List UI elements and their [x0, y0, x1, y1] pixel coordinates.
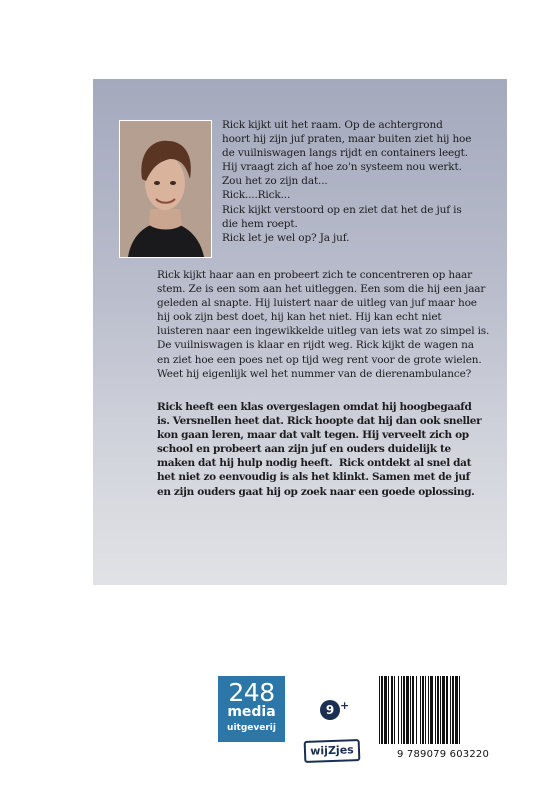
isbn-number: 9 789079 603220 — [396, 749, 490, 760]
excerpt-intro: Rick kijkt uit het raam. Op de achtergrond hoort hij zijn juf praten, maar buiten ziet hij hoe de vuilniswagen langs rijdt en containers leegt. Hij vraagt zich af hoe zo'n systeem nou werkt. Zou het zo zijn dat... Rick....Rick... Rick kijkt verstoord op en ziet dat het de juf is die hem roept. Rick let je wel op? Ja juf. — [222, 119, 472, 244]
barcode-icon — [377, 676, 509, 744]
age-plus: + — [340, 699, 350, 712]
barcode-bar — [420, 676, 421, 744]
book-summary: Rick heeft een klas overgeslagen omdat hij hoogbegaafd is. Versnellen heet dat. Rick hoopte dat hij dan ook sneller kon gaan leren, maar dat valt tegen. Hij verveelt zich op school en probeert aan zijn juf en ouders duidelijk te maken dat hij hulp nodig heeft. Rick ontdekt al snel dat het niet zo eenvoudig is als het klinkt. Samen met de juf en zijn ouders gaat hij op zoek naar een goede oplossing. — [157, 401, 482, 498]
barcode-bar — [440, 676, 441, 744]
barcode-bar — [379, 676, 380, 744]
barcode-bar — [428, 676, 429, 744]
barcode-bar — [422, 676, 424, 744]
barcode-bar — [455, 676, 458, 744]
barcode-bar — [406, 676, 409, 744]
publisher-media: media — [227, 704, 276, 720]
barcode-bar — [425, 676, 426, 744]
barcode-bar — [450, 676, 451, 744]
barcode-bar — [435, 676, 436, 744]
barcode-bar — [403, 676, 405, 744]
barcode-bar — [430, 676, 433, 744]
author-photo — [119, 120, 212, 258]
barcode-bar — [384, 676, 387, 744]
barcode-bar — [437, 676, 439, 744]
barcode-bar — [394, 676, 395, 744]
barcode-bar — [388, 676, 389, 744]
excerpt-continued: Rick kijkt haar aan en probeert zich te concentreren op haar stem. Ze is een som aan het uitleggen. Een som die hij een jaar geleden al snapte. Hij luistert naar de uitleg van juf maar hoe hij ook zijn best doet, hij kan het niet. Hij kan echt niet luisteren naar een ingewikkelde uitleg van iets wat zo simpel is. De vuilniswagen is klaar en rijdt weg. Rick kijkt de wagen na en ziet hoe een poes net op tijd weg rent voor de grote wielen. Weet hij eigenlijk wel het nummer van de dierenambulance? — [157, 269, 490, 380]
publisher-uitgeverij: uitgeverij — [227, 723, 276, 733]
barcode-bar — [410, 676, 411, 744]
age-badge: 9 — [320, 700, 340, 720]
barcode-bar — [398, 676, 399, 744]
publisher-logo — [218, 676, 285, 742]
barcode-bar — [391, 676, 393, 744]
barcode-bar — [459, 676, 460, 744]
barcode-bar — [412, 676, 414, 744]
barcode-bar — [442, 676, 445, 744]
barcode-bar — [452, 676, 454, 744]
barcode-bar — [416, 676, 417, 744]
series-logo: wijZjes — [304, 739, 361, 763]
barcode-bar — [446, 676, 448, 744]
barcode-bar — [401, 676, 402, 744]
author-portrait-icon — [120, 121, 211, 257]
publisher-number: 248 — [228, 678, 275, 707]
barcode-bar — [381, 676, 383, 744]
